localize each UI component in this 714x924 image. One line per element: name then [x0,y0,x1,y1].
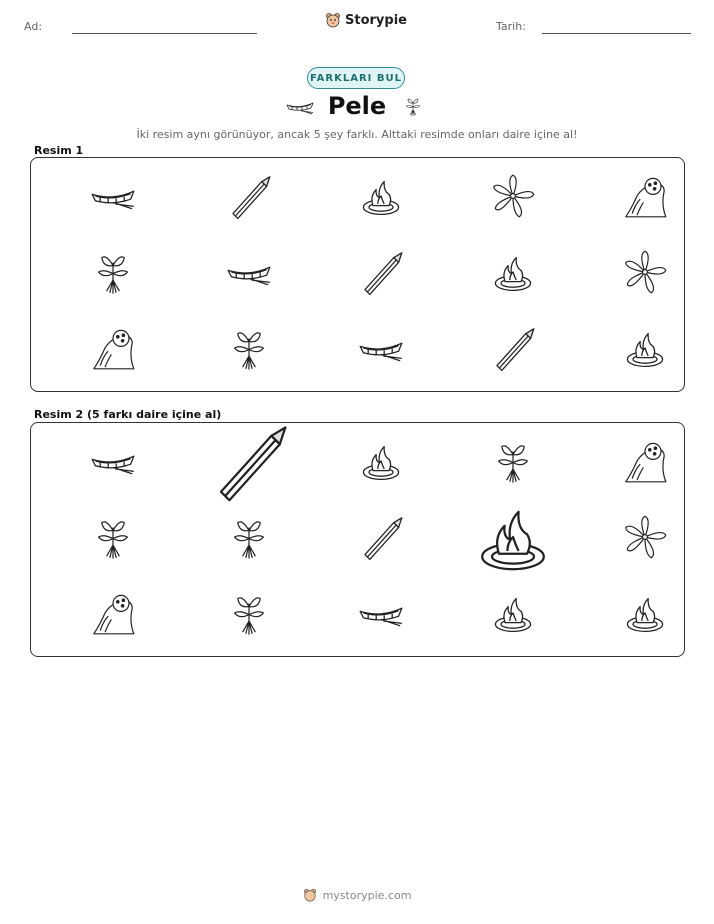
canoe-icon[interactable] [357,589,405,637]
sprout-icon [225,324,273,372]
date-line[interactable] [542,33,691,34]
pencil-icon[interactable] [357,513,405,561]
instructions: İki resim aynı görünüyor, ancak 5 şey farklı. Alttaki resimde onları daire içine al! [136,128,578,141]
canoe-icon [225,248,273,296]
campfire-icon[interactable] [489,589,537,637]
campfire-icon[interactable] [621,589,669,637]
badge: FARKLARI BUL [307,67,405,89]
flower-icon [621,248,669,296]
date-label: Tarih: [496,20,526,33]
pencil-icon[interactable] [207,419,291,503]
flower-icon [489,172,537,220]
canoe-icon[interactable] [89,437,137,485]
page-title: Pele [327,92,387,120]
campfire-icon [357,172,405,220]
sprout-icon [402,92,424,120]
footer [0,888,714,902]
brand-logo [325,12,407,28]
campfire-icon[interactable] [357,437,405,485]
picture1-panel [30,157,685,392]
bear-icon [303,888,317,902]
bear-icon [325,12,341,28]
sprout-icon[interactable] [225,513,273,561]
brand-name: Storypie [345,12,407,28]
campfire-icon [489,248,537,296]
sprout-icon[interactable] [489,437,537,485]
campfire-icon [621,324,669,372]
volcano-icon [89,324,137,372]
flower-icon[interactable] [621,513,669,561]
volcano-icon[interactable] [621,437,669,485]
sprout-icon [89,248,137,296]
sprout-icon[interactable] [225,589,273,637]
pencil-icon [225,172,273,220]
canoe-icon [357,324,405,372]
volcano-icon [621,172,669,220]
canoe-icon [89,172,137,220]
pencil-icon [489,324,537,372]
pencil-icon [357,248,405,296]
footer-url: mystorypie.com [322,888,412,902]
volcano-icon[interactable] [89,589,137,637]
campfire-icon[interactable] [471,495,555,579]
sprout-icon[interactable] [89,513,137,561]
name-label: Ad: [24,20,43,33]
name-line[interactable] [72,33,257,34]
picture2-panel[interactable] [30,422,685,657]
picture1-label: Resim 1 [34,144,84,157]
picture2-label: Resim 2 (5 farkı daire içine al) [34,408,222,421]
